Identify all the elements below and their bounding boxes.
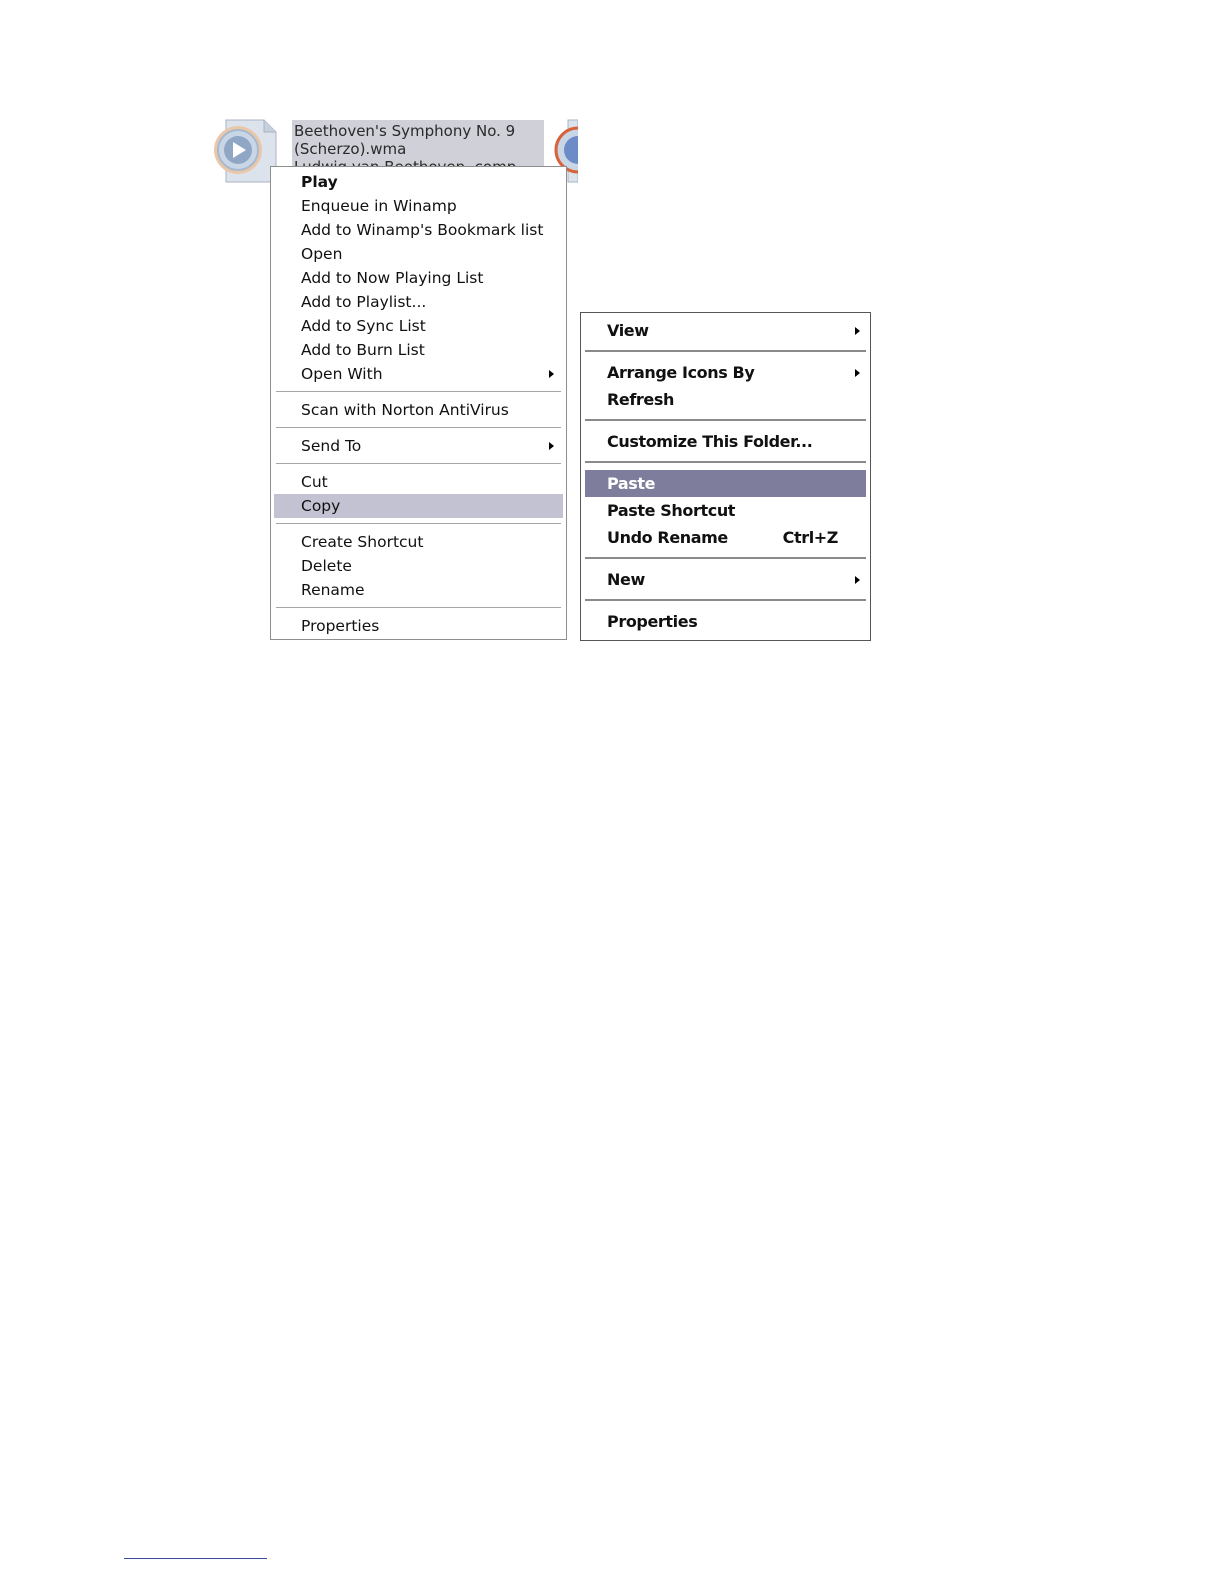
menu-item-send-to-label: Send To [301, 437, 362, 455]
menu-item-cut[interactable]: Cut [301, 473, 328, 491]
menu-item-undo-rename[interactable] [581, 524, 870, 551]
menu-item-now-playing[interactable]: Add to Now Playing List [301, 269, 484, 287]
menu-item-rename[interactable]: Rename [301, 581, 365, 599]
menu-item-open-with-label: Open With [301, 365, 383, 383]
menu-item-add-to-playlist[interactable]: Add to Playlist... [301, 293, 427, 311]
file-name-line-1: Beethoven's Symphony No. 9 [294, 122, 516, 140]
menu-separator [585, 350, 866, 352]
menu-separator [276, 607, 561, 608]
menu-separator [276, 523, 561, 524]
menu-item-arrange-icons-label: Arrange Icons By [607, 363, 755, 382]
menu-item-paste[interactable]: Paste [585, 470, 866, 497]
menu-item-view[interactable] [581, 317, 870, 344]
menu-item-open[interactable]: Open [301, 245, 343, 263]
menu-item-enqueue-winamp[interactable]: Enqueue in Winamp [301, 197, 457, 215]
submenu-arrow-icon [855, 369, 860, 377]
menu-item-sync-list[interactable]: Add to Sync List [301, 317, 426, 335]
menu-item-winamp-bookmark[interactable]: Add to Winamp's Bookmark list [301, 221, 544, 239]
submenu-arrow-icon [549, 442, 554, 450]
footnote-divider [124, 1558, 267, 1559]
menu-item-delete[interactable]: Delete [301, 557, 352, 575]
menu-item-copy[interactable]: Copy [274, 494, 563, 518]
menu-separator [585, 419, 866, 421]
menu-item-refresh[interactable]: Refresh [607, 390, 674, 409]
file-name-line-2: (Scherzo).wma [294, 140, 407, 158]
menu-item-properties[interactable]: Properties [301, 617, 380, 635]
menu-item-play[interactable]: Play [301, 173, 338, 191]
menu-item-burn-list[interactable]: Add to Burn List [301, 341, 425, 359]
menu-item-new-label: New [607, 570, 645, 589]
menu-item-create-shortcut[interactable]: Create Shortcut [301, 533, 424, 551]
menu-item-arrange-icons[interactable] [581, 359, 870, 386]
folder-context-menu [580, 312, 871, 641]
menu-separator [276, 427, 561, 428]
file-context-menu [270, 166, 567, 640]
keyboard-shortcut-label: Ctrl+Z [782, 528, 838, 547]
submenu-arrow-icon [855, 576, 860, 584]
menu-item-new[interactable] [581, 566, 870, 593]
submenu-arrow-icon [855, 327, 860, 335]
menu-item-open-with[interactable] [271, 362, 566, 386]
menu-item-customize-folder[interactable]: Customize This Folder... [607, 432, 813, 451]
menu-item-paste-shortcut[interactable]: Paste Shortcut [607, 501, 736, 520]
menu-separator [585, 461, 866, 463]
menu-item-view-label: View [607, 321, 649, 340]
menu-separator [276, 463, 561, 464]
menu-item-folder-properties[interactable]: Properties [607, 612, 698, 631]
menu-separator [585, 599, 866, 601]
menu-item-norton-scan[interactable]: Scan with Norton AntiVirus [301, 401, 509, 419]
menu-item-send-to[interactable] [271, 434, 566, 458]
menu-separator [585, 557, 866, 559]
menu-item-undo-rename-label: Undo Rename [607, 528, 728, 547]
menu-separator [276, 391, 561, 392]
submenu-arrow-icon [549, 370, 554, 378]
